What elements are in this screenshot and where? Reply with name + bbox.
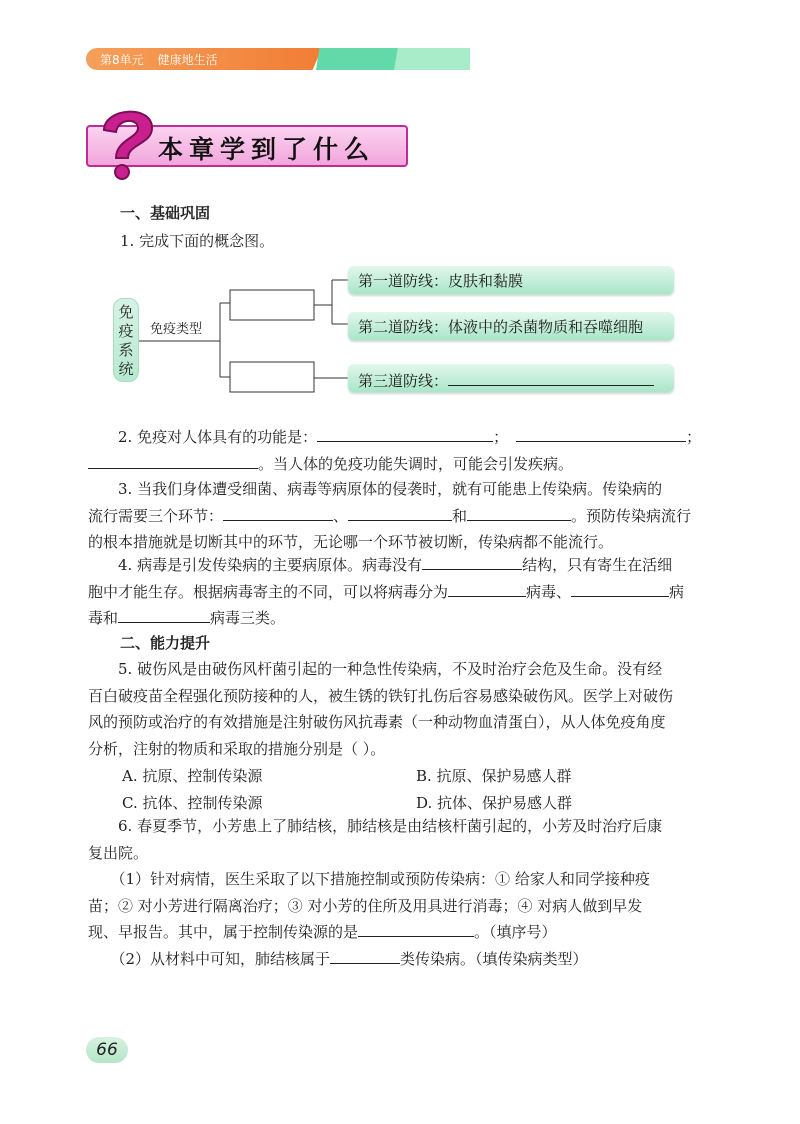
concept-blank-box-lower <box>230 362 314 392</box>
question-2-line-2 <box>88 451 714 478</box>
q2-text-a: 2. 免疫对人体具有的功能是： <box>118 428 318 446</box>
header-green-band <box>316 48 400 70</box>
question-5-line-1: 5. 破伤风是由破伤风杆菌引起的一种急性传染病，不及时治疗会危及生命。没有经 <box>118 660 663 678</box>
question-6-sub1-line-3 <box>88 919 714 946</box>
option-d[interactable]: D. 抗体、保护易感人群 <box>416 793 573 812</box>
unit-number: 第8单元 <box>100 53 144 67</box>
question-3-line-3: 的根本措施就是切断其中的环节，无论哪一个环节被切断，传染病都不能流行。 <box>88 533 614 552</box>
unit-header <box>86 48 470 70</box>
q4-text-g: 病毒三类。 <box>210 609 286 628</box>
answer-blank[interactable] <box>348 503 452 521</box>
question-6-sub2 <box>88 946 714 973</box>
concept-type-label: 免疫类型 <box>150 322 203 337</box>
chapter-title: 本章学到了什么 <box>158 135 376 164</box>
question-4 <box>88 552 714 632</box>
concept-blank-box-upper <box>230 290 314 320</box>
question-6-sub1-line-1: （1）针对病情，医生采取了以下措施控制或预防传染病：① 给家人和同学接种疫 <box>110 870 650 889</box>
question-1: 1. 完成下面的概念图。 <box>120 232 275 250</box>
answer-blank[interactable] <box>448 368 654 386</box>
question-6-line-2: 复出院。 <box>88 843 149 862</box>
defense-line-3-text <box>358 368 654 391</box>
answer-blank[interactable] <box>358 919 474 937</box>
question-5-line-3: 风的预防或治疗的有效措施是注射破伤风抗毒素（一种动物血清蛋白），从人体免疫角度 <box>88 713 666 732</box>
q4-text-a: 4. 病毒是引发传染病的主要病原体。病毒没有 <box>118 556 423 574</box>
question-5-line-2: 百白破疫苗全程强化预防接种的人，被生锈的铁钉扎伤后容易感染破伤风。医学上对破伤 <box>88 686 674 705</box>
question-5-options-right <box>416 763 572 816</box>
concept-root-immune-system: 免疫系统 <box>113 298 139 382</box>
q4-text-c: 胞中才能生存。根据病毒寄主的不同，可以将病毒分为 <box>88 582 449 601</box>
question-2-line-1 <box>88 424 714 451</box>
q4-text-d: 病毒、 <box>526 582 572 601</box>
question-5-options <box>122 763 262 816</box>
defense-line-2-text: 第二道防线：体液中的杀菌物质和吞噬细胞 <box>358 318 644 336</box>
answer-blank[interactable] <box>118 605 210 623</box>
option-c[interactable]: C. 抗体、控制传染源 <box>122 793 263 812</box>
option-b[interactable]: B. 抗原、保护易感人群 <box>416 767 572 785</box>
question-mark-icon <box>94 100 160 184</box>
q2-sep-1: ； <box>493 428 509 446</box>
question-6-line-1: 6. 春夏季节，小芳患上了肺结核，肺结核是由结核杆菌引起的，小芳及时治疗后康 <box>118 817 663 835</box>
question-4-line-1 <box>88 552 714 579</box>
option-a[interactable]: A. 抗原、控制传染源 <box>122 767 263 785</box>
question-2 <box>88 424 714 477</box>
answer-blank[interactable] <box>422 552 522 570</box>
unit-title: 健康地生活 <box>157 53 218 67</box>
q3-text-b: 、 <box>333 506 349 525</box>
answer-blank[interactable] <box>88 451 258 469</box>
defense-line-1-text: 第一道防线：皮肤和黏膜 <box>358 272 524 290</box>
q3-text-a: 流行需要三个环节： <box>88 506 224 525</box>
answer-blank[interactable] <box>317 424 493 442</box>
question-3-line-1: 3. 当我们身体遭受细菌、病毒等病原体的侵袭时，就有可能患上传染病。传染病的 <box>118 480 663 498</box>
q4-text-f: 毒和 <box>88 609 119 628</box>
header-light-green-band <box>394 48 470 70</box>
answer-blank[interactable] <box>448 579 526 597</box>
question-3-line-2 <box>88 503 714 530</box>
q6-text-a: 现、早报告。其中，属于控制传染源的是 <box>88 923 359 942</box>
question-5-line-4: 分析，注射的物质和采取的措施分别是（ ）。 <box>88 739 386 758</box>
answer-blank[interactable] <box>467 503 571 521</box>
q4-text-b: 结构，只有寄生在活细 <box>522 556 673 574</box>
answer-blank[interactable] <box>223 503 333 521</box>
q6-text-b: 。（填序号） <box>474 923 557 942</box>
q3-text-d: 。预防传染病流行 <box>571 506 692 525</box>
q2-sep-2: ； <box>686 428 702 446</box>
q2-text-b: 。当人体的免疫功能失调时，可能会引发疾病。 <box>258 454 574 473</box>
answer-blank[interactable] <box>571 579 669 597</box>
q4-text-e: 病 <box>669 582 685 601</box>
defense-line-3-label: 第三道防线： <box>358 372 449 390</box>
page-number: 66 <box>86 1037 128 1063</box>
question-4-line-2 <box>88 579 714 606</box>
answer-blank[interactable] <box>516 424 686 442</box>
answer-blank[interactable] <box>330 946 400 964</box>
question-6 <box>88 813 714 973</box>
section-heading-advanced: 二、能力提升 <box>120 634 211 652</box>
question-6-sub1-line-2: 苗；② 对小芳进行隔离治疗；③ 对小芳的住所及用具进行消毒；④ 对病人做到早发 <box>88 896 643 915</box>
header-text <box>100 51 218 68</box>
concept-map-lines <box>108 262 368 402</box>
question-3 <box>88 476 714 556</box>
section-heading-basic: 一、基础巩固 <box>120 204 211 222</box>
q3-text-c: 和 <box>452 506 468 525</box>
q6-text-d: 类传染病。（填传染病类型） <box>400 949 588 968</box>
q6-text-c: （2）从材料中可知，肺结核属于 <box>110 949 331 968</box>
question-5 <box>88 656 714 762</box>
question-4-line-3 <box>88 605 714 632</box>
